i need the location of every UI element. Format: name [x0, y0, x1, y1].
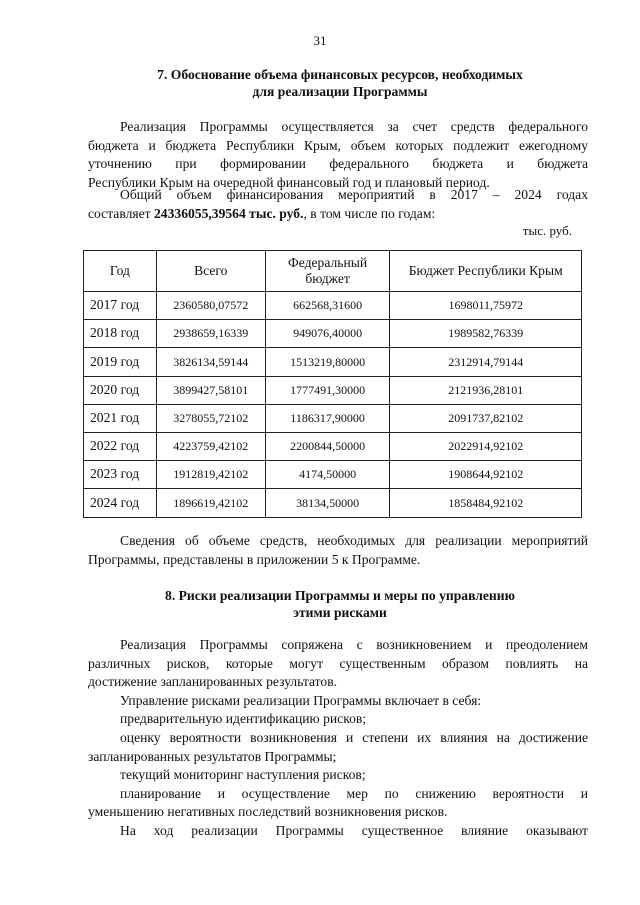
- table-row: [84, 376, 582, 404]
- cell-crimea: 1908644,92102: [390, 461, 582, 489]
- section-8-heading-line: 8. Риски реализации Программы и меры по управлению: [165, 588, 515, 603]
- cell-crimea: 2312914,79144: [390, 348, 582, 376]
- cell-total: 3826134,59144: [156, 348, 265, 376]
- text-line: Управление рисками реализации Программы включает в себя:: [120, 692, 482, 708]
- cell-federal: 1513219,80000: [265, 348, 390, 376]
- cell-total: 2360580,07572: [156, 292, 265, 320]
- cell-crimea: 2091737,82102: [390, 404, 582, 432]
- cell-year: 2018 год: [84, 320, 157, 348]
- text-line: Программы, представлены в приложении 5 к Программе.: [88, 551, 421, 567]
- cell-total: 3899427,58101: [156, 376, 265, 404]
- cell-year: 2021 год: [84, 404, 157, 432]
- text-line: достижение запланированных результатов.: [88, 674, 338, 690]
- cell-crimea: 1989582,76339: [390, 320, 582, 348]
- section-7-paragraph-2: [88, 186, 588, 223]
- text-line: [88, 205, 588, 224]
- column-header-crimea: Бюджет Республики Крым: [390, 251, 582, 292]
- cell-crimea: 2121936,28101: [390, 376, 582, 404]
- section-7-heading: [80, 66, 600, 100]
- text-line: текущий мониторинг наступления рисков;: [120, 767, 366, 783]
- cell-total: 1896619,42102: [156, 489, 265, 517]
- text-line: Реализация Программы сопряжена с возникновением и преодолением: [120, 637, 588, 652]
- cell-year: 2017 год: [84, 292, 157, 320]
- table-header-row: [84, 251, 582, 292]
- cell-year: 2024 год: [84, 489, 157, 517]
- cell-total: 2938659,16339: [156, 320, 265, 348]
- text-fragment: , в том числе по годам:: [303, 205, 436, 221]
- table-row: [84, 489, 582, 517]
- text-line: Общий объем финансирования мероприятий в 2017 – 2024 годах: [120, 187, 588, 202]
- text-line: бюджета и бюджета Республики Крым, объем которых подлежит ежегодному: [88, 137, 588, 153]
- text-line: Сведения об объеме средств, необходимых для реализации мероприятий: [120, 533, 588, 548]
- units-label: тыс. руб.: [522, 223, 572, 238]
- table-row: [84, 348, 582, 376]
- text-line: Реализация Программы осуществляется за счет средств федерального: [120, 119, 588, 134]
- cell-year: 2019 год: [84, 348, 157, 376]
- section-7-paragraph-1: [88, 118, 588, 192]
- cell-federal: 2200844,50000: [265, 432, 390, 460]
- cell-total: 3278055,72102: [156, 404, 265, 432]
- text-line: Республики Крым на очередной финансовый год и плановый период.: [88, 174, 490, 190]
- total-amount: 24336055,39564 тыс. руб.: [154, 205, 304, 221]
- cell-year: 2020 год: [84, 376, 157, 404]
- cell-crimea: 1858484,92102: [390, 489, 582, 517]
- section-8-heading-line: этими рисками: [293, 605, 387, 620]
- cell-year: 2023 год: [84, 461, 157, 489]
- text-line: уменьшению негативных последствий возникновения рисков.: [88, 804, 448, 820]
- cell-crimea: 1698011,75972: [390, 292, 582, 320]
- table-row: [84, 404, 582, 432]
- column-header-total: Всего: [156, 251, 265, 292]
- table-row: [84, 432, 582, 460]
- cell-federal: 949076,40000: [265, 320, 390, 348]
- text-line: предварительную идентификацию рисков;: [120, 711, 367, 727]
- after-table-paragraph: [88, 532, 588, 569]
- text-line: На ход реализации Программы существенное влияние оказывают: [120, 822, 588, 838]
- table-row: [84, 292, 582, 320]
- cell-federal: 1186317,90000: [265, 404, 390, 432]
- cell-federal: 1777491,30000: [265, 376, 390, 404]
- text-fragment: составляет: [88, 205, 154, 221]
- column-header-year: Год: [84, 251, 157, 292]
- column-header-federal: Федеральный бюджет: [265, 251, 390, 292]
- cell-crimea: 2022914,92102: [390, 432, 582, 460]
- text-line: различных рисков, которые могут существенным образом повлиять на: [88, 655, 588, 671]
- table-row: [84, 461, 582, 489]
- financing-table: [83, 250, 582, 518]
- table-row: [84, 320, 582, 348]
- section-8-heading: [80, 587, 600, 621]
- cell-federal: 4174,50000: [265, 461, 390, 489]
- section-7-heading-line: для реализации Программы: [252, 84, 428, 99]
- cell-year: 2022 год: [84, 432, 157, 460]
- text-line: запланированных результатов Программы;: [88, 748, 337, 764]
- text-line: оценку вероятности возникновения и степени их влияния на достижение: [120, 729, 588, 745]
- cell-total: 4223759,42102: [156, 432, 265, 460]
- section-7-heading-line: 7. Обоснование объема финансовых ресурсов, необходимых: [157, 67, 523, 82]
- section-8-body: [88, 636, 588, 841]
- cell-federal: 662568,31600: [265, 292, 390, 320]
- page-number: 31: [313, 33, 327, 48]
- text-line: уточнению при формировании федерального бюджета и бюджета: [88, 156, 588, 172]
- text-line: планирование и осуществление мер по снижению вероятности и: [120, 785, 588, 801]
- cell-total: 1912819,42102: [156, 461, 265, 489]
- cell-federal: 38134,50000: [265, 489, 390, 517]
